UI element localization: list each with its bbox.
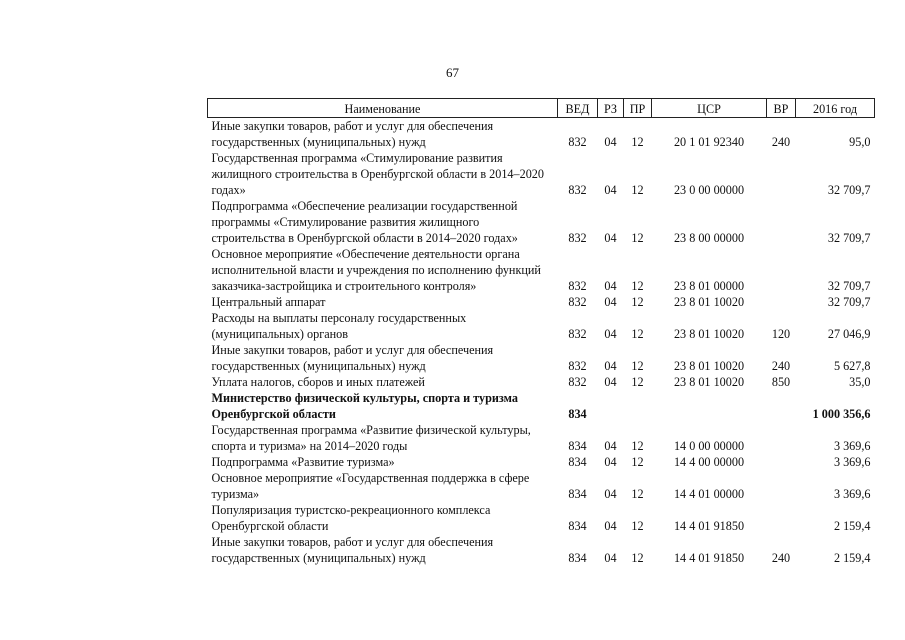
- row-pr: 12: [631, 279, 644, 293]
- row-ved: 834: [568, 487, 587, 501]
- row-amount: 32 709,7: [827, 231, 871, 245]
- row-pr: 12: [631, 183, 644, 197]
- row-csr: [652, 390, 767, 422]
- row-pr: [624, 390, 652, 422]
- row-rz: 04: [604, 487, 617, 501]
- row-vr: 240: [771, 551, 791, 565]
- row-ved: 832: [568, 231, 587, 245]
- row-pr: 12: [631, 487, 644, 501]
- row-ved: 834: [568, 439, 587, 453]
- row-csr: 20 1 01 92340: [673, 135, 745, 149]
- row-ved: 834: [568, 455, 587, 469]
- table-row: [208, 310, 875, 342]
- row-ved: 832: [568, 135, 587, 149]
- row-vr: 850: [771, 375, 791, 389]
- row-ved: 832: [568, 295, 587, 309]
- table-row: [208, 150, 875, 198]
- row-rz: 04: [604, 551, 617, 565]
- row-vr: [767, 390, 796, 422]
- row-rz: 04: [604, 231, 617, 245]
- row-vr: [767, 422, 796, 454]
- row-name: Иные закупки товаров, работ и услуг для обеспечения государственных (муниципальных) нужд: [211, 535, 494, 565]
- row-csr: 14 4 01 00000: [673, 487, 745, 501]
- row-rz: 04: [604, 519, 617, 533]
- row-csr: 14 4 01 91850: [673, 519, 745, 533]
- row-name: Основное мероприятие «Обеспечение деятельности органа исполнительной власти и учреждения по исполнению функций заказчика-застройщика и строительного контроля»: [211, 247, 541, 293]
- row-vr: 240: [771, 135, 791, 149]
- row-rz: 04: [604, 295, 617, 309]
- row-name: Государственная программа «Развитие физической культуры, спорта и туризма» на 2014–2020 годы: [211, 423, 531, 453]
- row-rz: 04: [604, 375, 617, 389]
- row-vr: [767, 502, 796, 534]
- header-year: 2016 год: [796, 99, 875, 118]
- header-name: Наименование: [208, 99, 558, 118]
- row-ved: 832: [568, 327, 587, 341]
- row-ved: 832: [568, 279, 587, 293]
- row-ved: 832: [568, 359, 587, 373]
- row-name: Государственная программа «Стимулирование развития жилищного строительства в Оренбургской области в 2014–2020 годах»: [211, 151, 544, 197]
- table-row: [208, 390, 875, 422]
- row-pr: 12: [631, 295, 644, 309]
- header-row: [208, 99, 875, 118]
- header-pr: ПР: [624, 99, 652, 118]
- row-csr: 23 8 01 10020: [673, 375, 745, 389]
- header-ved: ВЕД: [558, 99, 598, 118]
- table-row: [208, 470, 875, 502]
- row-rz: 04: [604, 135, 617, 149]
- row-amount: 27 046,9: [827, 327, 871, 341]
- row-csr: 23 8 01 00000: [673, 279, 745, 293]
- row-ved: 832: [568, 375, 587, 389]
- row-csr: 23 0 00 00000: [673, 183, 745, 197]
- table-row: [208, 534, 875, 566]
- row-name: Иные закупки товаров, работ и услуг для обеспечения государственных (муниципальных) нужд: [211, 343, 494, 373]
- header-vr: ВР: [767, 99, 796, 118]
- row-pr: 12: [631, 135, 644, 149]
- row-amount: 32 709,7: [827, 279, 871, 293]
- row-ved: 834: [568, 407, 587, 421]
- row-pr: 12: [631, 231, 644, 245]
- row-rz: 04: [604, 455, 617, 469]
- row-vr: 120: [771, 327, 791, 341]
- row-name: Подпрограмма «Обеспечение реализации государственной программы «Стимулирование развития жилищного строительства в Оренбургской области в 2014–2020 годах»: [211, 199, 518, 245]
- page-number: 67: [446, 65, 459, 80]
- row-pr: 12: [631, 519, 644, 533]
- row-name: Центральный аппарат: [211, 295, 326, 309]
- row-amount: 95,0: [849, 135, 871, 149]
- table-header: [208, 99, 875, 118]
- row-ved: 832: [568, 183, 587, 197]
- row-csr: 14 4 00 00000: [673, 455, 745, 469]
- row-pr: 12: [631, 551, 644, 565]
- table-row: [208, 118, 875, 151]
- table-row: [208, 422, 875, 454]
- row-amount: 3 369,6: [833, 439, 871, 453]
- row-csr: 14 4 01 91850: [673, 551, 745, 565]
- row-amount: 32 709,7: [827, 183, 871, 197]
- row-amount: 2 159,4: [833, 551, 871, 565]
- row-ved: 834: [568, 519, 587, 533]
- row-amount: 32 709,7: [827, 295, 871, 309]
- row-rz: [598, 390, 624, 422]
- row-vr: [767, 198, 796, 246]
- table-row: [208, 502, 875, 534]
- row-name: Уплата налогов, сборов и иных платежей: [211, 375, 425, 389]
- row-name: Иные закупки товаров, работ и услуг для обеспечения государственных (муниципальных) нужд: [211, 119, 494, 149]
- table-row: [208, 374, 875, 390]
- row-pr: 12: [631, 327, 644, 341]
- row-amount: 1 000 356,6: [812, 407, 871, 421]
- row-amount: 5 627,8: [833, 359, 871, 373]
- header-rz: РЗ: [598, 99, 624, 118]
- table-row: [208, 294, 875, 310]
- budget-table: [207, 98, 875, 566]
- row-amount: 35,0: [849, 375, 871, 389]
- row-vr: [767, 470, 796, 502]
- row-vr: [767, 454, 796, 470]
- row-rz: 04: [604, 359, 617, 373]
- row-name: Расходы на выплаты персоналу государственных (муниципальных) органов: [211, 311, 467, 341]
- row-pr: 12: [631, 455, 644, 469]
- row-vr: [767, 246, 796, 294]
- row-rz: 04: [604, 439, 617, 453]
- table-row: [208, 198, 875, 246]
- row-rz: 04: [604, 183, 617, 197]
- row-name: Подпрограмма «Развитие туризма»: [211, 455, 395, 469]
- table-row: [208, 454, 875, 470]
- row-rz: 04: [604, 327, 617, 341]
- row-rz: 04: [604, 279, 617, 293]
- table-row: [208, 246, 875, 294]
- row-csr: 14 0 00 00000: [673, 439, 745, 453]
- row-vr: [767, 294, 796, 310]
- table-row: [208, 342, 875, 374]
- row-amount: 3 369,6: [833, 455, 871, 469]
- row-csr: 23 8 01 10020: [673, 327, 745, 341]
- row-name: Популяризация туристско-рекреационного комплекса Оренбургской области: [211, 503, 491, 533]
- row-ved: 834: [568, 551, 587, 565]
- table-body: [208, 118, 875, 567]
- row-amount: 3 369,6: [833, 487, 871, 501]
- row-pr: 12: [631, 375, 644, 389]
- row-csr: 23 8 00 00000: [673, 231, 745, 245]
- row-vr: [767, 150, 796, 198]
- row-name: Министерство физической культуры, спорта и туризма Оренбургской области: [211, 391, 518, 421]
- row-amount: 2 159,4: [833, 519, 871, 533]
- row-vr: 240: [771, 359, 791, 373]
- row-csr: 23 8 01 10020: [673, 295, 745, 309]
- row-csr: 23 8 01 10020: [673, 359, 745, 373]
- row-pr: 12: [631, 439, 644, 453]
- row-pr: 12: [631, 359, 644, 373]
- row-name: Основное мероприятие «Государственная поддержка в сфере туризма»: [211, 471, 530, 501]
- header-csr: ЦСР: [652, 99, 767, 118]
